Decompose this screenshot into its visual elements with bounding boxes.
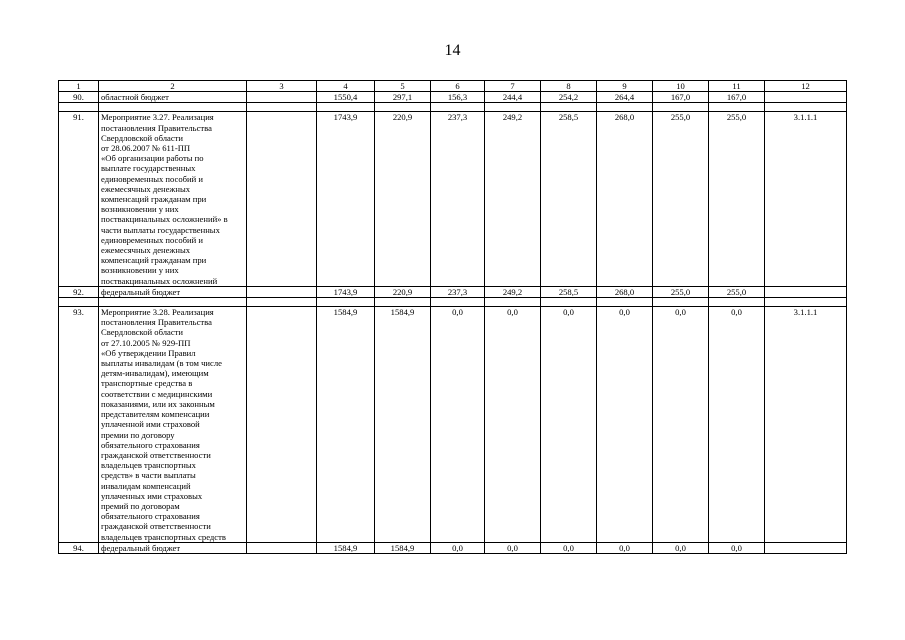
value-cell: 0,0: [597, 542, 653, 553]
description-line: соответствии с медицинскими: [101, 388, 213, 399]
description-line: областной бюджет: [101, 92, 169, 103]
value-cell: 1584,9: [375, 307, 431, 543]
spacer-cell: [541, 103, 597, 112]
value-cell: 0,0: [653, 542, 709, 553]
header-cell: 9: [597, 81, 653, 92]
spacer-cell: [375, 298, 431, 307]
value-cell: 0,0: [709, 307, 765, 543]
value-cell: 220,9: [375, 112, 431, 286]
header-cell: 1: [59, 81, 99, 92]
spacer-cell: [247, 298, 317, 307]
description-line: единовременных пособий и: [101, 173, 203, 184]
value-cell: 249,2: [485, 286, 541, 297]
description-line: Свердловской области: [101, 327, 184, 338]
value-cell: 237,3: [431, 286, 485, 297]
row-number: 94.: [59, 542, 99, 553]
description-line: инвалидам компенсаций: [101, 480, 191, 491]
description-line: детям-инвалидам), имеющим: [101, 368, 209, 379]
value-cell: 0,0: [541, 542, 597, 553]
value-cell: 255,0: [709, 286, 765, 297]
row-number: 92.: [59, 286, 99, 297]
row-description: [99, 307, 247, 543]
description-line: постановления Правительства: [101, 122, 212, 133]
description-line: представителям компенсации: [101, 409, 210, 420]
value-cell: 167,0: [709, 92, 765, 103]
description-line: компенсаций гражданам при: [101, 194, 207, 205]
table-body: [59, 81, 847, 554]
value-cell: 0,0: [485, 307, 541, 543]
column-3-cell: [247, 286, 317, 297]
description-line: выплате государственных: [101, 163, 196, 174]
spacer-cell: [485, 298, 541, 307]
description-line: премий по договорам: [101, 500, 180, 511]
row-number: 90.: [59, 92, 99, 103]
description-line: от 27.10.2005 № 929-ПП: [101, 337, 191, 348]
value-cell: 244,4: [485, 92, 541, 103]
description-line: единовременных пособий и: [101, 234, 203, 245]
value-cell: 297,1: [375, 92, 431, 103]
spacer-cell: [709, 103, 765, 112]
header-cell: 2: [99, 81, 247, 92]
header-cell: 7: [485, 81, 541, 92]
value-cell: 255,0: [653, 112, 709, 286]
description-line: части выплаты государственных: [101, 224, 220, 235]
description-line: федеральный бюджет: [101, 542, 181, 553]
description-line: средств» в части выплаты: [101, 470, 196, 481]
target-reference-cell: 3.1.1.1: [765, 307, 847, 543]
target-reference-cell: [765, 542, 847, 553]
value-cell: 0,0: [541, 307, 597, 543]
value-cell: 0,0: [431, 307, 485, 543]
spacer-cell: [317, 103, 375, 112]
spacer-cell: [653, 103, 709, 112]
spacer-row: [59, 298, 847, 307]
header-cell: 8: [541, 81, 597, 92]
value-cell: 249,2: [485, 112, 541, 286]
header-cell: 12: [765, 81, 847, 92]
value-cell: 258,5: [541, 112, 597, 286]
header-cell: 6: [431, 81, 485, 92]
spacer-cell: [541, 298, 597, 307]
spacer-cell: [765, 103, 847, 112]
value-cell: 0,0: [653, 307, 709, 543]
value-cell: 258,5: [541, 286, 597, 297]
spacer-cell: [247, 103, 317, 112]
spacer-cell: [375, 103, 431, 112]
description-line: владельцев транспортных средств: [101, 531, 226, 542]
spacer-cell: [59, 103, 99, 112]
value-cell: 220,9: [375, 286, 431, 297]
description-line: возникновении у них: [101, 265, 179, 276]
spacer-cell: [99, 298, 247, 307]
row-number: 93.: [59, 307, 99, 543]
value-cell: 1584,9: [317, 307, 375, 543]
value-cell: 237,3: [431, 112, 485, 286]
description-line: уплаченной ими страховой: [101, 419, 200, 430]
page-number: 14: [444, 42, 461, 59]
row-description: [99, 92, 247, 103]
spacer-row: [59, 103, 847, 112]
description-line: Мероприятие 3.27. Реализация: [101, 112, 214, 123]
value-cell: 1743,9: [317, 112, 375, 286]
description-line: ежемесячных денежных: [101, 245, 191, 256]
value-cell: 268,0: [597, 112, 653, 286]
description-line: компенсаций гражданам при: [101, 255, 207, 266]
description-line: уплаченных ими страховых: [101, 490, 203, 501]
value-cell: 254,2: [541, 92, 597, 103]
description-line: «Об организации работы по: [101, 153, 204, 164]
description-line: показаниями, или их законным: [101, 398, 215, 409]
table-row: [59, 307, 847, 543]
description-line: ежемесячных денежных: [101, 183, 191, 194]
description-line: поствакцинальных осложнений: [101, 275, 218, 286]
description-line: гражданской ответственности: [101, 521, 211, 532]
table-row: [59, 286, 847, 297]
target-reference-cell: [765, 92, 847, 103]
header-cell: 5: [375, 81, 431, 92]
spacer-cell: [709, 298, 765, 307]
description-line: поствакцинальных осложнений» в: [101, 214, 228, 225]
description-line: премии по договору: [101, 429, 175, 440]
header-row: [59, 81, 847, 92]
table-row: [59, 112, 847, 286]
value-cell: 268,0: [597, 286, 653, 297]
description-line: обязательного страхования: [101, 511, 200, 522]
column-3-cell: [247, 92, 317, 103]
table-row: [59, 92, 847, 103]
column-3-cell: [247, 307, 317, 543]
row-description: [99, 286, 247, 297]
column-3-cell: [247, 112, 317, 286]
description-line: обязательного страхования: [101, 439, 200, 450]
spacer-cell: [317, 298, 375, 307]
header-cell: 3: [247, 81, 317, 92]
value-cell: 1584,9: [317, 542, 375, 553]
value-cell: 1550,4: [317, 92, 375, 103]
description-line: гражданской ответственности: [101, 449, 211, 460]
program-table: [58, 80, 847, 554]
description-line: постановления Правительства: [101, 317, 212, 328]
description-line: транспортные средства в: [101, 378, 193, 389]
description-line: «Об утверждении Правил: [101, 347, 196, 358]
value-cell: 156,3: [431, 92, 485, 103]
header-cell: 10: [653, 81, 709, 92]
description-line: Свердловской области: [101, 132, 184, 143]
target-reference-cell: [765, 286, 847, 297]
description-line: от 28.06.2007 № 611-ПП: [101, 143, 191, 154]
value-cell: 255,0: [653, 286, 709, 297]
row-description: [99, 112, 247, 286]
spacer-cell: [431, 298, 485, 307]
spacer-cell: [99, 103, 247, 112]
value-cell: 0,0: [485, 542, 541, 553]
spacer-cell: [597, 103, 653, 112]
spacer-cell: [597, 298, 653, 307]
spacer-cell: [765, 298, 847, 307]
description-line: федеральный бюджет: [101, 286, 181, 297]
value-cell: 255,0: [709, 112, 765, 286]
value-cell: 1584,9: [375, 542, 431, 553]
value-cell: 0,0: [709, 542, 765, 553]
column-3-cell: [247, 542, 317, 553]
row-number: 91.: [59, 112, 99, 286]
spacer-cell: [59, 298, 99, 307]
value-cell: 264,4: [597, 92, 653, 103]
spacer-cell: [431, 103, 485, 112]
value-cell: 167,0: [653, 92, 709, 103]
table-row: [59, 542, 847, 553]
row-description: [99, 542, 247, 553]
description-line: выплаты инвалидам (в том числе: [101, 358, 222, 369]
target-reference-cell: 3.1.1.1: [765, 112, 847, 286]
header-cell: 4: [317, 81, 375, 92]
description-line: возникновении у них: [101, 204, 179, 215]
value-cell: 0,0: [431, 542, 485, 553]
description-line: владельцев транспортных: [101, 460, 196, 471]
value-cell: 0,0: [597, 307, 653, 543]
description-line: Мероприятие 3.28. Реализация: [101, 307, 214, 318]
spacer-cell: [485, 103, 541, 112]
spacer-cell: [653, 298, 709, 307]
header-cell: 11: [709, 81, 765, 92]
value-cell: 1743,9: [317, 286, 375, 297]
